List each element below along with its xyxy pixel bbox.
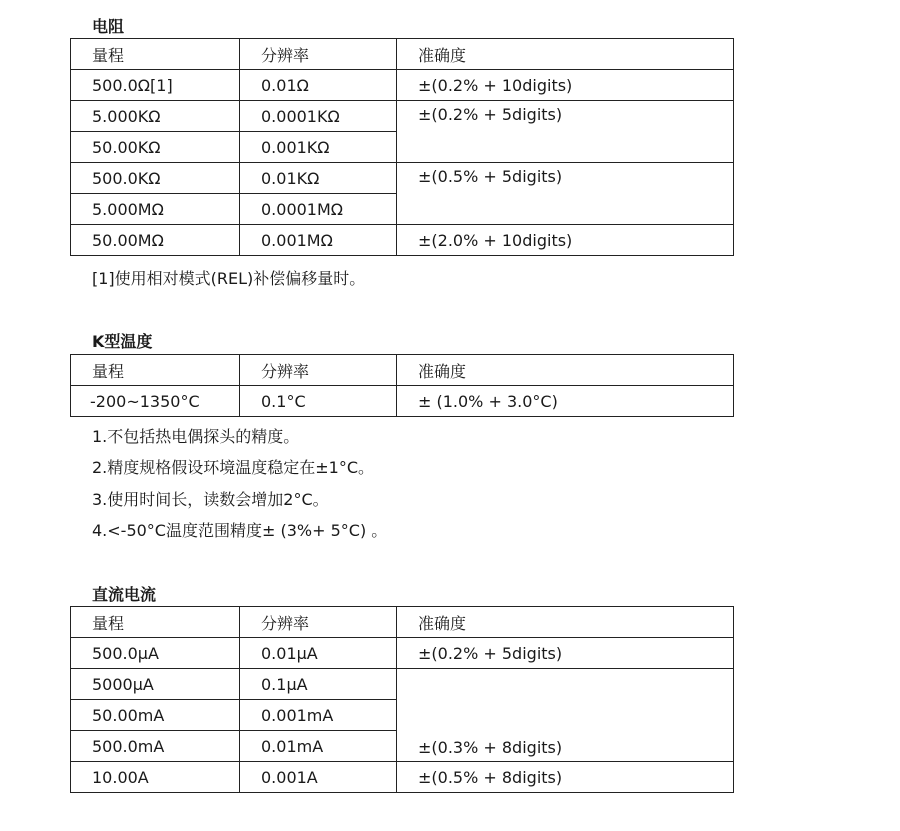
resolution-cell: 0.0001KΩ (240, 101, 397, 132)
header-resolution: 分辨率 (240, 607, 397, 638)
range-cell: -200~1350°C (71, 386, 240, 417)
accuracy-cell: ±(2.0% + 10digits) (397, 225, 734, 256)
temperature-table (70, 354, 734, 417)
header-range: 量程 (71, 355, 240, 386)
resistance-table (70, 38, 734, 256)
header-resolution: 分辨率 (240, 355, 397, 386)
range-cell: 50.00MΩ (71, 225, 240, 256)
dc-current-table (70, 606, 734, 793)
range-cell: 500.0KΩ (71, 163, 240, 194)
temperature-note-1: 1.不包括热电偶探头的精度。 (92, 427, 300, 446)
temperature-title: K型温度 (92, 332, 153, 351)
accuracy-cell: ±(0.2% + 5digits) (397, 101, 734, 163)
range-cell: 500.0mA (71, 731, 240, 762)
range-cell: 5.000MΩ (71, 194, 240, 225)
table-row (71, 101, 734, 132)
resolution-cell: 0.001A (240, 762, 397, 793)
resolution-cell: 0.1μA (240, 669, 397, 700)
resolution-cell: 0.1°C (240, 386, 397, 417)
header-accuracy: 准确度 (397, 39, 734, 70)
resolution-cell: 0.0001MΩ (240, 194, 397, 225)
range-cell: 5.000KΩ (71, 101, 240, 132)
range-cell: 50.00KΩ (71, 132, 240, 163)
temperature-note-3: 3.使用时间长，读数会增加2°C。 (92, 490, 329, 509)
resolution-cell: 0.001MΩ (240, 225, 397, 256)
accuracy-cell: ±(0.5% + 8digits) (397, 762, 734, 793)
resolution-cell: 0.01mA (240, 731, 397, 762)
resolution-cell: 0.01μA (240, 638, 397, 669)
table-row (71, 669, 734, 700)
accuracy-cell: ±(0.5% + 5digits) (397, 163, 734, 225)
accuracy-cell: ±(0.2% + 5digits) (397, 638, 734, 669)
range-cell: 500.0Ω[1] (71, 70, 240, 101)
resolution-cell: 0.001KΩ (240, 132, 397, 163)
accuracy-cell: ±(0.2% + 10digits) (397, 70, 734, 101)
table-row (71, 225, 734, 256)
table-header-row (71, 39, 734, 70)
table-header-row (71, 355, 734, 386)
resistance-title: 电阻 (92, 17, 125, 36)
dc-current-title: 直流电流 (92, 585, 157, 604)
resistance-footnote: [1]使用相对模式(REL)补偿偏移量时。 (92, 269, 366, 288)
header-accuracy: 准确度 (397, 607, 734, 638)
table-row (71, 638, 734, 669)
accuracy-cell: ± (1.0% + 3.0°C) (397, 386, 734, 417)
range-cell: 50.00mA (71, 700, 240, 731)
range-cell: 10.00A (71, 762, 240, 793)
header-range: 量程 (71, 607, 240, 638)
temperature-note-2: 2.精度规格假设环境温度稳定在±1°C。 (92, 458, 375, 477)
resolution-cell: 0.01KΩ (240, 163, 397, 194)
table-header-row (71, 607, 734, 638)
table-row (71, 386, 734, 417)
table-row (71, 163, 734, 194)
accuracy-cell: ±(0.3% + 8digits) (397, 669, 734, 762)
header-range: 量程 (71, 39, 240, 70)
header-accuracy: 准确度 (397, 355, 734, 386)
resolution-cell: 0.01Ω (240, 70, 397, 101)
header-resolution: 分辨率 (240, 39, 397, 70)
resolution-cell: 0.001mA (240, 700, 397, 731)
range-cell: 500.0μA (71, 638, 240, 669)
range-cell: 5000μA (71, 669, 240, 700)
table-row (71, 70, 734, 101)
table-row (71, 762, 734, 793)
temperature-note-4: 4.<-50°C温度范围精度± (3%+ 5°C) 。 (92, 521, 388, 540)
